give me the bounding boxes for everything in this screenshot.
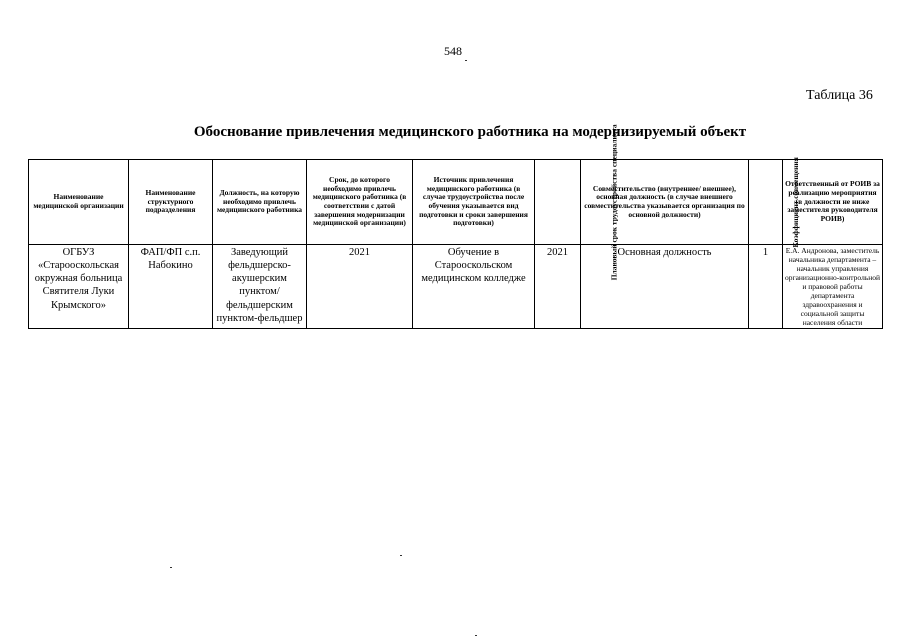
header-planned-date-text: Плановый срок трудоустройства специалиста: [609, 124, 619, 280]
header-organization: Наименование медицинской организации: [29, 160, 129, 245]
cell-responsible: Е.А. Андронова, заместитель начальника департамента – начальник управления организационно-контрольной и правовой работы департамента здравоохранения и социальной защиты населения области: [783, 245, 883, 329]
table-label: Таблица 36: [806, 88, 873, 103]
cell-deadline: 2021: [307, 245, 413, 329]
scan-speck: [465, 60, 467, 61]
header-deadline: Срок, до которого необходимо привлечь медицинского работника (в соответствии с датой завершения модернизации медицинской организации): [307, 160, 413, 245]
cell-coefficient: 1: [749, 245, 783, 329]
scan-speck: [170, 567, 172, 568]
page-number: 548: [444, 44, 462, 58]
cell-planned-date: 2021: [535, 245, 581, 329]
cell-organization: ОГБУЗ «Старооскольская окружная больница Святителя Луки Крымского»: [29, 245, 129, 329]
table-row: [29, 245, 883, 329]
table-header-row: [29, 160, 883, 245]
scan-speck: [475, 635, 477, 636]
header-responsible: Ответственный от РОИВ за реализацию мероприятия (в должности не ниже заместителя руководителя РОИВ): [783, 160, 883, 245]
cell-source: Обучение в Старооскольском медицинском колледже: [413, 245, 535, 329]
cell-position: Заведующий фельдшерско-акушерским пунктом/фельдшерским пунктом-фельдшер: [213, 245, 307, 329]
header-combination: Совместительство (внутреннее/ внешнее), основная должность (в случае внешнего совместительства указывается организация по основной должности): [581, 160, 749, 245]
document-title: Обоснование привлечения медицинского работника на модернизируемый объект: [193, 124, 747, 140]
cell-unit: ФАП/ФП с.п. Набокино: [129, 245, 213, 329]
header-unit: Наименование структурного подразделения: [129, 160, 213, 245]
header-coefficient: [749, 156, 800, 248]
header-position: Должность, на которую необходимо привлечь медицинского работника: [213, 160, 307, 245]
header-source: Источник привлечения медицинского работника (в случае трудоустройства после обучения указывается вид подготовки и сроки завершения подготовки): [413, 160, 535, 245]
cell-combination: Основная должность: [581, 245, 749, 329]
header-coefficient-text: Коэффициент совмещения: [790, 156, 800, 248]
scan-speck: [400, 555, 402, 556]
